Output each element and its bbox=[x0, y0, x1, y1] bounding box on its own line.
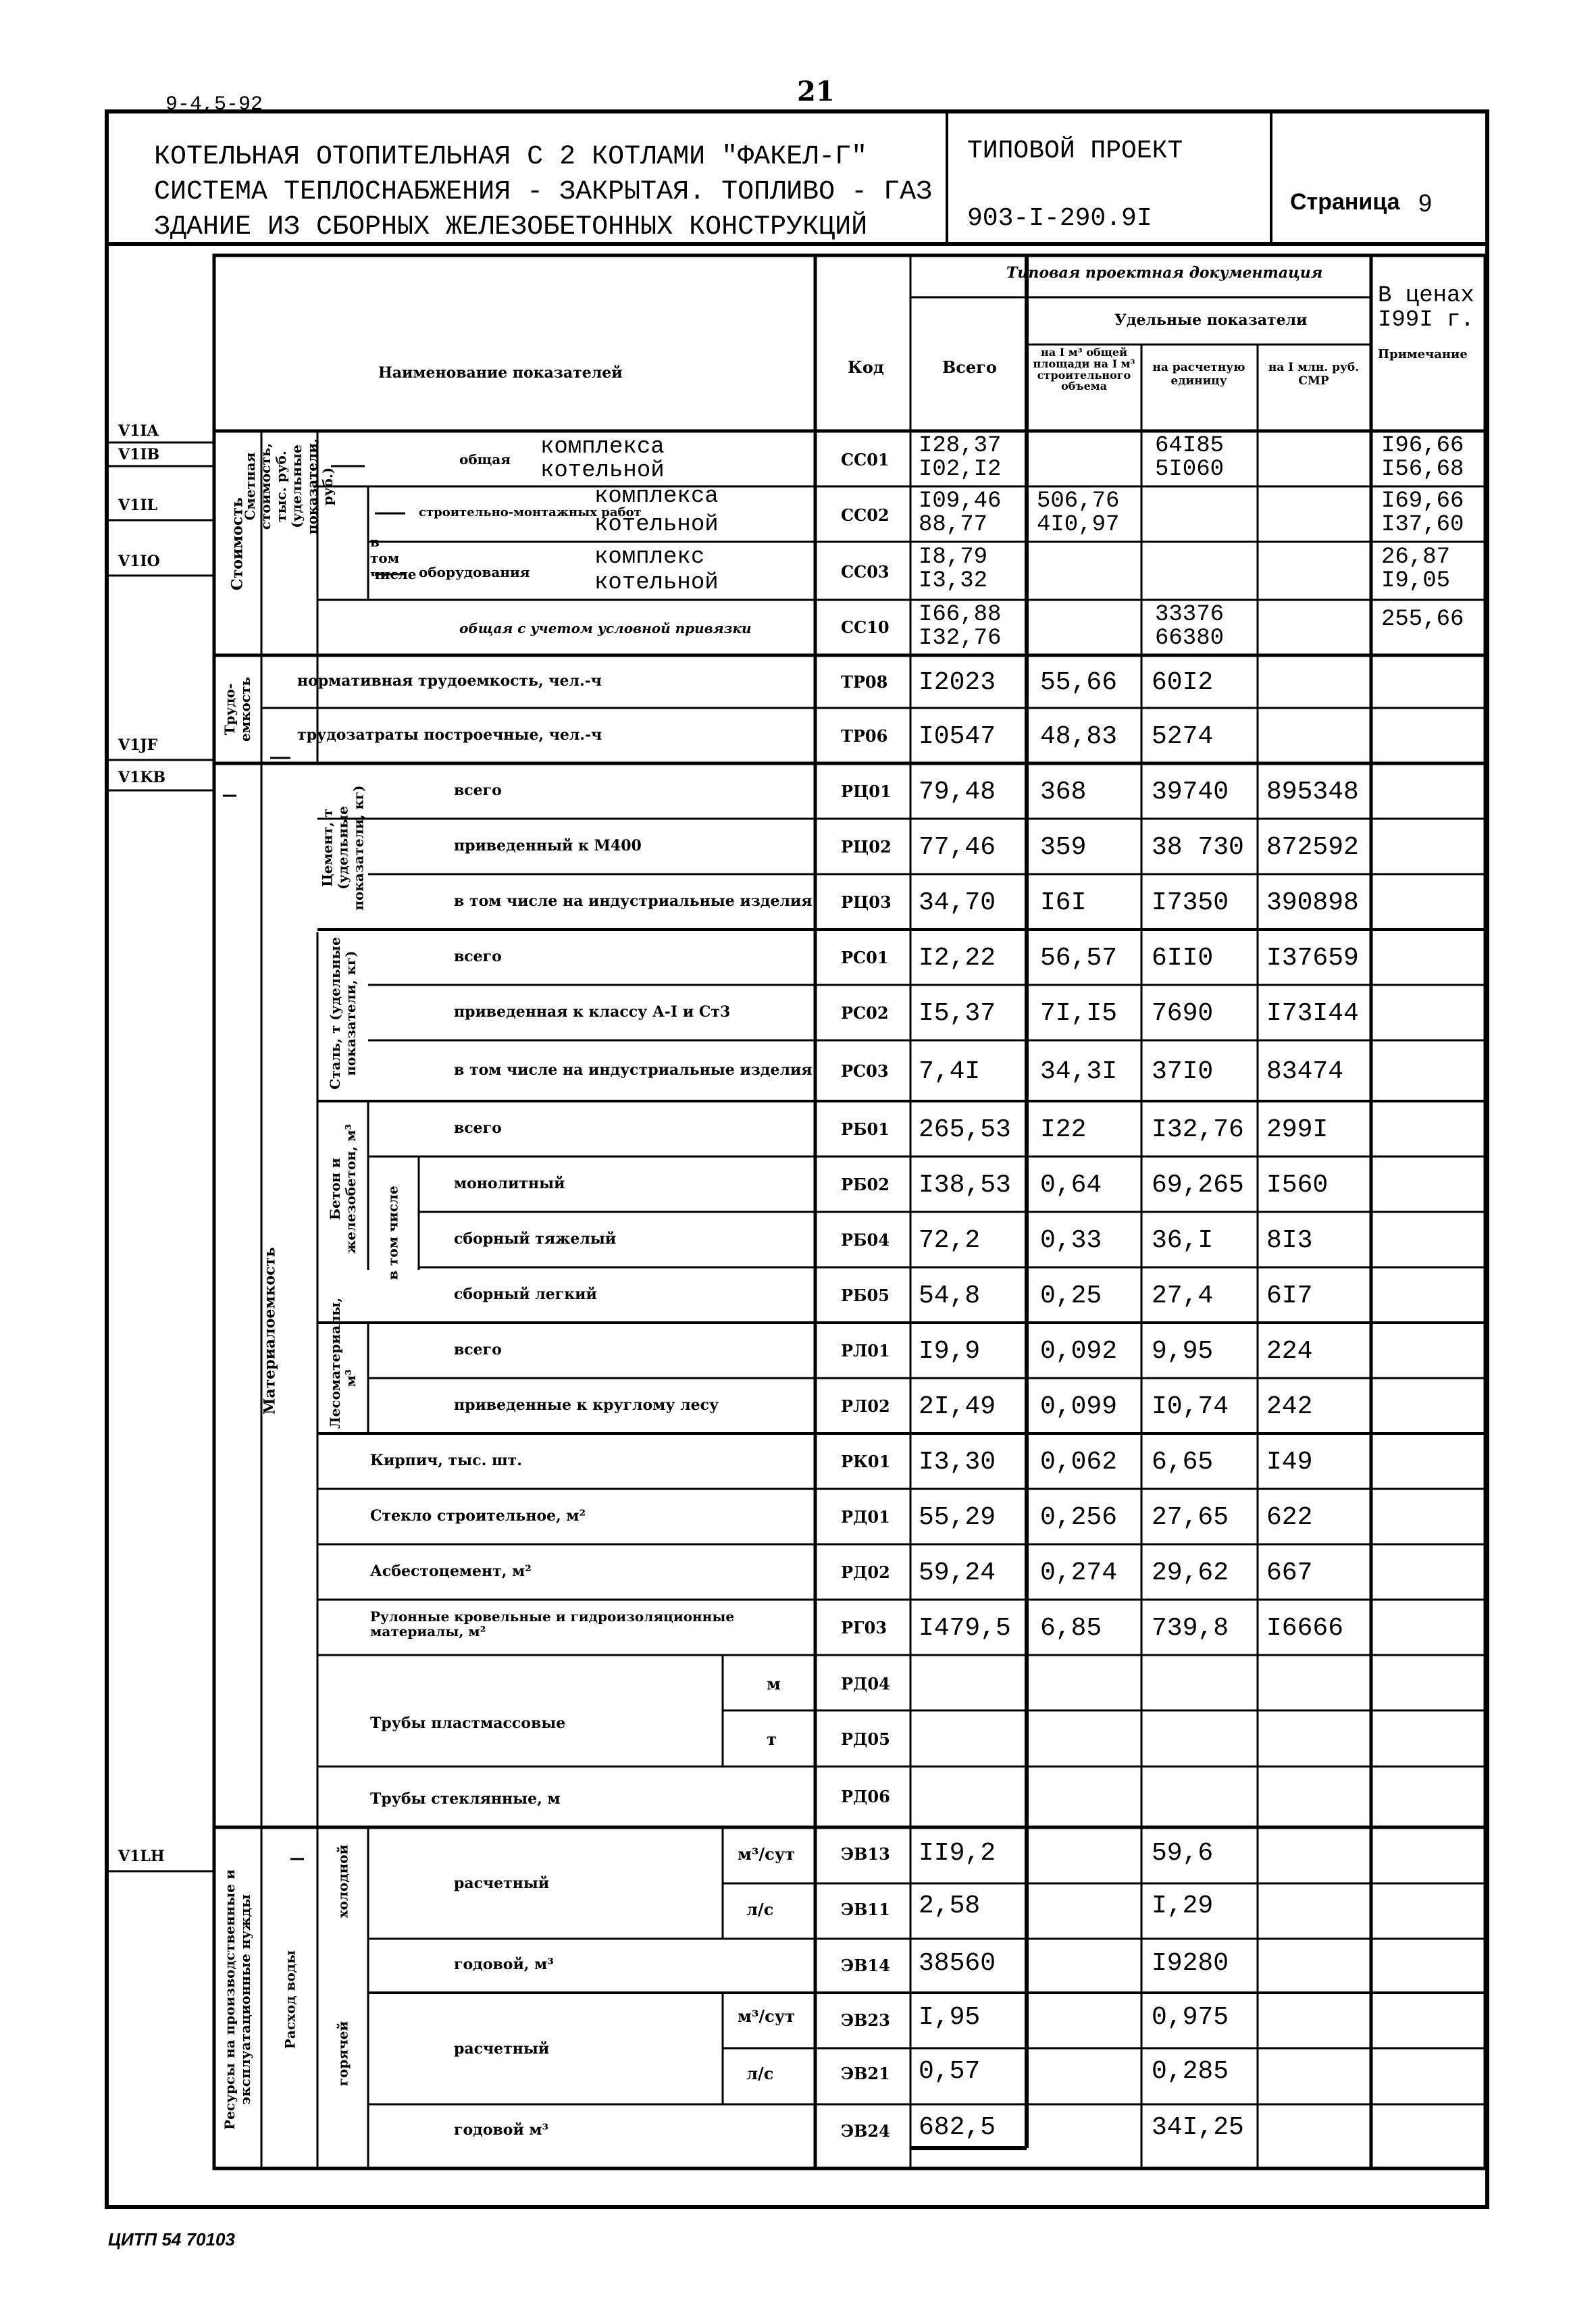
water-total: 0,57 bbox=[919, 2057, 981, 2086]
row-total: I5,37 bbox=[919, 999, 996, 1028]
row-mln: 895348 bbox=[1266, 778, 1359, 807]
row-code: РК01 bbox=[841, 1452, 891, 1471]
water-code: ЭВ11 bbox=[841, 1900, 890, 1919]
row-label: Асбестоцемент, м² bbox=[370, 1562, 532, 1580]
row-mln: 667 bbox=[1266, 1558, 1313, 1587]
group-concrete-incl: в том числе bbox=[384, 1186, 401, 1280]
row-m3: I22 bbox=[1040, 1115, 1087, 1144]
row-mln: 299I bbox=[1266, 1115, 1329, 1144]
row-m3: 0,25 bbox=[1040, 1281, 1102, 1311]
group-steel: Сталь, т (удельные показатели, кг) bbox=[327, 937, 359, 1090]
row-total: 34,70 bbox=[919, 888, 996, 917]
water-unit-val: 59,6 bbox=[1152, 1839, 1214, 1868]
row-m3: 0,64 bbox=[1040, 1171, 1102, 1200]
row-total: I3,30 bbox=[919, 1448, 996, 1477]
row-total: 7,4I bbox=[919, 1057, 981, 1086]
side-code-v1lh: V1LH bbox=[118, 1848, 165, 1865]
side-code-v1ib: V1IB bbox=[118, 446, 160, 463]
cost-row-code: СС01 bbox=[841, 450, 890, 469]
row-label: монолитный bbox=[454, 1175, 565, 1192]
side-code-v1il: V1IL bbox=[118, 497, 158, 514]
header-note: Примечание bbox=[1378, 347, 1468, 361]
row-label: всего bbox=[454, 948, 502, 965]
water-code: ЭВ21 bbox=[841, 2064, 890, 2083]
row-m3: 368 bbox=[1040, 778, 1087, 807]
row-m3: 56,57 bbox=[1040, 944, 1118, 973]
row-code: РБ01 bbox=[841, 1119, 890, 1139]
cost-row-sub: котельной bbox=[540, 458, 665, 484]
row-mln: 622 bbox=[1266, 1503, 1313, 1532]
title-line-2: СИСТЕМА ТЕПЛОСНАБЖЕНИЯ - ЗАКРЫТАЯ. ТОПЛИВО - ГАЗ bbox=[154, 177, 933, 207]
row-mln: 242 bbox=[1266, 1392, 1313, 1421]
pipes-unit-t: т bbox=[767, 1729, 777, 1749]
row-label: Стекло строительное, м² bbox=[370, 1507, 586, 1525]
cost-row-label: общая bbox=[459, 451, 511, 467]
pipes-label: Трубы пластмассовые bbox=[370, 1714, 566, 1732]
cost-row-code: СС03 bbox=[841, 562, 890, 582]
row-code: РЛ01 bbox=[841, 1341, 890, 1361]
cost-row-unit: 33376 bbox=[1155, 602, 1225, 628]
row-label: всего bbox=[454, 782, 502, 799]
cost-row-total: 88,77 bbox=[919, 512, 988, 538]
glass-pipes-label: Трубы стеклянные, м bbox=[370, 1790, 561, 1808]
row-m3: 0,33 bbox=[1040, 1226, 1102, 1255]
cost-row-note: I37,60 bbox=[1381, 512, 1464, 538]
row-m3: 55,66 bbox=[1040, 668, 1118, 697]
water-code: ЭВ14 bbox=[841, 1956, 890, 1975]
row-unit: 69,265 bbox=[1152, 1171, 1244, 1200]
row-unit: 9,95 bbox=[1152, 1337, 1214, 1366]
row-unit: I0,74 bbox=[1152, 1392, 1229, 1421]
title-line-3: ЗДАНИЕ ИЗ СБОРНЫХ ЖЕЛЕЗОБЕТОННЫХ КОНСТРУКЦИЙ bbox=[154, 212, 868, 243]
row-unit: 36,I bbox=[1152, 1226, 1214, 1255]
cost-row-note: 26,87 bbox=[1381, 544, 1451, 570]
row-label: сборный тяжелый bbox=[454, 1230, 617, 1248]
cost-row-note: 255,66 bbox=[1381, 607, 1464, 632]
row-total: I2023 bbox=[919, 668, 996, 697]
cost-row-total: I09,46 bbox=[919, 488, 1002, 514]
header-name: Наименование показателей bbox=[378, 364, 623, 382]
row-m3: 7I,I5 bbox=[1040, 999, 1118, 1028]
row-label: Кирпич, тыс. шт. bbox=[370, 1452, 522, 1469]
row-label: трудозатраты построечные, чел.-ч bbox=[297, 726, 602, 744]
row-code: РГ03 bbox=[841, 1618, 887, 1637]
water-unit-val: 0,285 bbox=[1152, 2057, 1229, 2086]
water-code: ЭВ24 bbox=[841, 2121, 890, 2141]
header-code: Код bbox=[848, 357, 884, 377]
side-code-v1ia: V1IA bbox=[118, 422, 159, 440]
row-total: 55,29 bbox=[919, 1503, 996, 1532]
row-total: 72,2 bbox=[919, 1226, 981, 1255]
water-total: 682,5 bbox=[919, 2113, 996, 2142]
group-material: Материалоемкость bbox=[261, 1246, 279, 1415]
cost-row-unit: 66380 bbox=[1155, 626, 1225, 651]
row-total: 77,46 bbox=[919, 833, 996, 862]
project-number: 903-I-290.9I bbox=[967, 204, 1152, 233]
cost-row-unit: 64I85 bbox=[1155, 433, 1225, 459]
header-prices: В ценах I99I г. bbox=[1378, 283, 1474, 333]
header-per-mln: на I млн. руб. СМР bbox=[1268, 361, 1360, 388]
cost-row-sub: комплекс bbox=[594, 544, 705, 570]
row-mln: 6I7 bbox=[1266, 1281, 1313, 1311]
row-unit: 6,65 bbox=[1152, 1448, 1214, 1477]
row-unit: 29,62 bbox=[1152, 1558, 1229, 1587]
cost-row-label: общая с учетом условной привязки bbox=[459, 620, 752, 636]
row-mln: 8I3 bbox=[1266, 1226, 1313, 1255]
water-unit: л/с bbox=[746, 1900, 774, 1919]
water-unit-val: I,29 bbox=[1152, 1891, 1214, 1921]
row-code: РС01 bbox=[841, 948, 889, 967]
footer-code: ЦИТП 54 70103 bbox=[108, 2229, 235, 2250]
row-total: I479,5 bbox=[919, 1614, 1011, 1643]
row-m3: 34,3I bbox=[1040, 1057, 1118, 1086]
side-code-v1jf: V1JF bbox=[118, 736, 158, 754]
row-m3: 0,092 bbox=[1040, 1337, 1118, 1366]
cost-row-total: I32,76 bbox=[919, 626, 1002, 651]
header-total: Всего bbox=[942, 357, 997, 377]
row-m3: I6I bbox=[1040, 888, 1087, 917]
row-unit: 739,8 bbox=[1152, 1614, 1229, 1643]
row-mln: 872592 bbox=[1266, 833, 1359, 862]
row-mln: 390898 bbox=[1266, 888, 1359, 917]
row-unit: 39740 bbox=[1152, 778, 1229, 807]
row-code: РЦ02 bbox=[841, 837, 892, 857]
water-label: годовой, м³ bbox=[454, 1956, 554, 1973]
group-concrete: Бетон и железобетон, м³ bbox=[327, 1123, 359, 1254]
row-mln: I73I44 bbox=[1266, 999, 1359, 1028]
cost-row-unit: 5I060 bbox=[1155, 457, 1225, 482]
page-number: 21 bbox=[797, 76, 835, 107]
cost-row-total: I66,88 bbox=[919, 602, 1002, 628]
group-labor: Трудо-емкость bbox=[222, 676, 253, 742]
water-unit: м³/сут bbox=[738, 1844, 795, 1864]
pipes-code-m: РД04 bbox=[841, 1674, 890, 1694]
row-total: 265,53 bbox=[919, 1115, 1011, 1144]
row-total: 59,24 bbox=[919, 1558, 996, 1587]
row-code: РБ05 bbox=[841, 1286, 890, 1305]
row-unit: I7350 bbox=[1152, 888, 1229, 917]
row-code: РЛ02 bbox=[841, 1396, 890, 1416]
row-total: I38,53 bbox=[919, 1171, 1011, 1200]
pipes-code-t: РД05 bbox=[841, 1729, 890, 1749]
row-total: I9,9 bbox=[919, 1337, 981, 1366]
group-cold: холодной bbox=[334, 1844, 351, 1918]
water-code: ЭВ23 bbox=[841, 2010, 890, 2030]
cost-row-total: I3,32 bbox=[919, 568, 988, 594]
row-label: в том числе на индустриальные изделия bbox=[454, 1061, 813, 1079]
group-incl: в том числе bbox=[370, 534, 417, 582]
water-unit: л/с bbox=[746, 2064, 774, 2083]
row-unit: 27,4 bbox=[1152, 1281, 1214, 1311]
row-label: нормативная трудоемкость, чел.-ч bbox=[297, 672, 602, 690]
cost-row-code: СС02 bbox=[841, 505, 890, 525]
header-per-m3: на I м³ общей площади на I м³ строительного объема bbox=[1033, 346, 1135, 393]
row-unit: 7690 bbox=[1152, 999, 1214, 1028]
cost-row-m3: 4I0,97 bbox=[1037, 512, 1120, 538]
row-mln: 224 bbox=[1266, 1337, 1313, 1366]
water-total: 38560 bbox=[919, 1949, 996, 1978]
row-label: Рулонные кровельные и гидроизоляционные материалы, м² bbox=[370, 1608, 735, 1640]
cost-row-total: I28,37 bbox=[919, 433, 1002, 459]
group-cost: Стоимость bbox=[228, 497, 247, 590]
side-code-v1kb: V1KB bbox=[118, 769, 166, 786]
cost-row-label: строительно-монтажных работ bbox=[419, 505, 642, 519]
row-total: 2I,49 bbox=[919, 1392, 996, 1421]
row-unit: 60I2 bbox=[1152, 668, 1214, 697]
water-total: 2,58 bbox=[919, 1891, 981, 1921]
cost-row-total: I02,I2 bbox=[919, 457, 1002, 482]
row-code: РЦ01 bbox=[841, 782, 892, 801]
row-unit: I32,76 bbox=[1152, 1115, 1244, 1144]
row-total: 54,8 bbox=[919, 1281, 981, 1311]
row-label: сборный легкий bbox=[454, 1286, 597, 1303]
cost-row-code: СС10 bbox=[841, 617, 890, 637]
water-label: годовой м³ bbox=[454, 2121, 549, 2139]
row-label: в том числе на индустриальные изделия bbox=[454, 892, 813, 910]
project-label: ТИПОВОЙ ПРОЕКТ bbox=[967, 136, 1183, 166]
cost-row-sub: котельной bbox=[594, 512, 719, 538]
row-total: I2,22 bbox=[919, 944, 996, 973]
water-total: I,95 bbox=[919, 2003, 981, 2032]
row-m3: 0,062 bbox=[1040, 1448, 1118, 1477]
group-resources: Ресурсы на производственные и эксплуатационные нужды bbox=[222, 1869, 253, 2130]
row-unit: 37I0 bbox=[1152, 1057, 1214, 1086]
header-per-unit: на расчетную единицу bbox=[1152, 361, 1245, 388]
cost-row-note: I96,66 bbox=[1381, 433, 1464, 459]
row-m3: 359 bbox=[1040, 833, 1087, 862]
water-total: II9,2 bbox=[919, 1839, 996, 1868]
row-label: приведенная к классу А-I и Ст3 bbox=[454, 1003, 731, 1021]
group-timber: Лесоматериалы, м³ bbox=[327, 1297, 359, 1429]
glass-pipes-code: РД06 bbox=[841, 1787, 890, 1806]
cost-row-sub: комплекса bbox=[540, 434, 665, 460]
row-total: I0547 bbox=[919, 722, 996, 751]
row-code: РС03 bbox=[841, 1061, 889, 1081]
row-label: приведенный к М400 bbox=[454, 837, 642, 855]
row-code: РД02 bbox=[841, 1562, 890, 1582]
group-water: Расход воды bbox=[282, 1950, 299, 2050]
cost-row-note: I69,66 bbox=[1381, 488, 1464, 514]
row-code: РС02 bbox=[841, 1003, 889, 1023]
cost-row-label: оборудования bbox=[419, 564, 530, 580]
water-unit-val: I9280 bbox=[1152, 1949, 1229, 1978]
water-unit-val: 34I,25 bbox=[1152, 2113, 1244, 2142]
row-code: РБ04 bbox=[841, 1230, 890, 1250]
row-label: всего bbox=[454, 1341, 502, 1358]
group-hot: горячей bbox=[334, 2020, 351, 2087]
row-unit: 27,65 bbox=[1152, 1503, 1229, 1532]
water-unit-val: 0,975 bbox=[1152, 2003, 1229, 2032]
group-cost-sub: Сметная стоимость, тыс. руб. (удельные показатели, руб.) bbox=[242, 438, 336, 535]
row-label: приведенные к круглому лесу bbox=[454, 1396, 719, 1414]
cost-row-total: I8,79 bbox=[919, 544, 988, 570]
cost-row-sub: котельной bbox=[594, 570, 719, 596]
cost-row-m3: 506,76 bbox=[1037, 488, 1120, 514]
cost-row-note: I56,68 bbox=[1381, 457, 1464, 482]
row-code: РБ02 bbox=[841, 1175, 890, 1194]
row-code: ТР08 bbox=[841, 672, 888, 692]
water-unit: м³/сут bbox=[738, 2006, 795, 2026]
row-m3: 0,256 bbox=[1040, 1503, 1118, 1532]
row-m3: 0,274 bbox=[1040, 1558, 1118, 1587]
row-total: 79,48 bbox=[919, 778, 996, 807]
row-code: РЦ03 bbox=[841, 892, 892, 912]
row-label: всего bbox=[454, 1119, 502, 1137]
row-unit: 6II0 bbox=[1152, 944, 1214, 973]
water-label: расчетный bbox=[454, 1875, 550, 1892]
doc-code: 9-4,5-92 bbox=[165, 93, 263, 116]
title-line-1: КОТЕЛЬНАЯ ОТОПИТЕЛЬНАЯ С 2 КОТЛАМИ "ФАКЕЛ-Г" bbox=[154, 142, 868, 172]
row-mln: I49 bbox=[1266, 1448, 1313, 1477]
water-code: ЭВ13 bbox=[841, 1844, 890, 1864]
row-mln: I560 bbox=[1266, 1171, 1329, 1200]
cost-row-sub: комплекса bbox=[594, 484, 719, 509]
row-code: РД01 bbox=[841, 1507, 890, 1527]
pipes-unit-m: м bbox=[767, 1674, 781, 1694]
side-code-v1io: V1IO bbox=[118, 553, 160, 570]
row-mln: 83474 bbox=[1266, 1057, 1344, 1086]
header-specific: Удельные показатели bbox=[1114, 311, 1308, 329]
header-group: Типовая проектная документация bbox=[1006, 264, 1323, 282]
group-cement: Цемент, т (удельные показатели, кг) bbox=[319, 785, 367, 911]
row-mln: I6666 bbox=[1266, 1614, 1344, 1643]
row-m3: 48,83 bbox=[1040, 722, 1118, 751]
row-m3: 0,099 bbox=[1040, 1392, 1118, 1421]
row-unit: 38 730 bbox=[1152, 833, 1244, 862]
page-value: 9 bbox=[1418, 189, 1433, 217]
row-mln: I37659 bbox=[1266, 944, 1359, 973]
row-m3: 6,85 bbox=[1040, 1614, 1102, 1643]
page-label: Страница bbox=[1290, 189, 1400, 215]
row-unit: 5274 bbox=[1152, 722, 1214, 751]
cost-row-note: I9,05 bbox=[1381, 568, 1451, 594]
row-code: ТР06 bbox=[841, 726, 888, 746]
water-label: расчетный bbox=[454, 2040, 550, 2058]
